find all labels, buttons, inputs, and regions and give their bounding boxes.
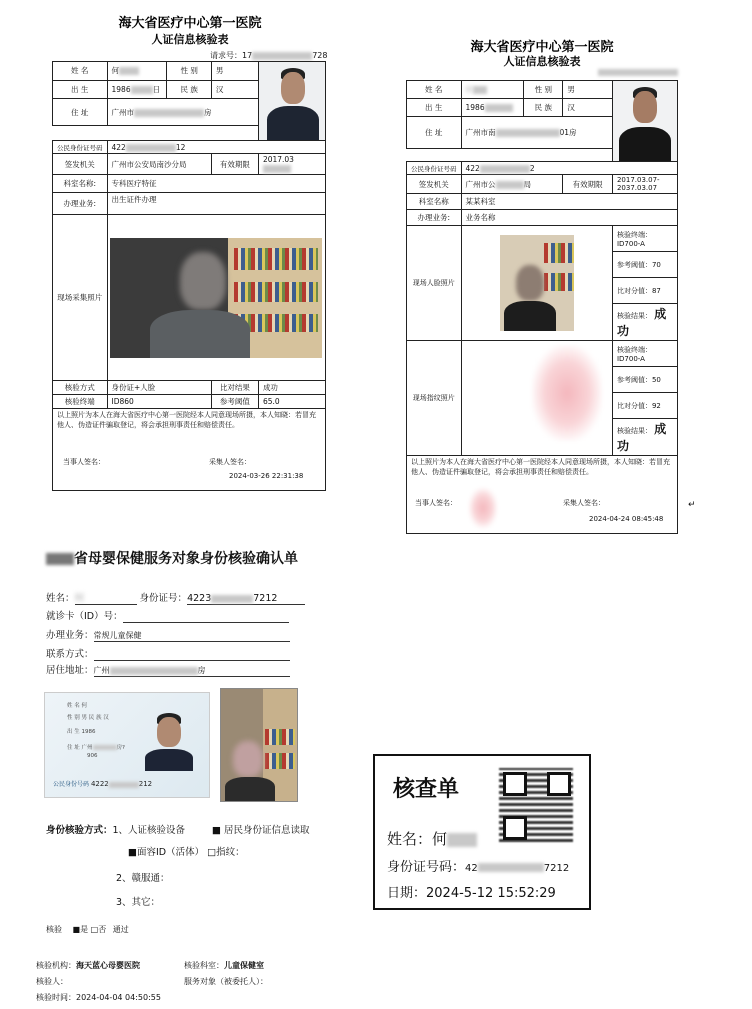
id-photo [258,62,325,141]
checkbox-checked-icon[interactable]: ■ [72,925,81,934]
verify-target: 服务对象（被委托人）： [184,977,268,986]
birth-label: 出 生 [53,80,108,99]
biz-label: 办理业务: [53,193,108,215]
form1-subtitle: 人证信息核验表 [151,33,229,46]
verify-dept: 核验科室：儿童保健室 [184,961,264,970]
form3-live-photo [220,688,298,802]
form2-notice-cell [407,456,678,534]
face-photo [461,226,612,341]
face-result: 成功 [616,307,667,338]
verify-method-row: 身份核验方式：1、人证核验设备 [46,825,186,836]
opt-face-id[interactable]: ■面容ID（活体） □指纹： [128,847,245,858]
form2-title: 海大省医疗中心第一医院 [470,40,614,55]
threshold-label: 参考阈值 [211,395,258,409]
photo-label: 现场采集照片 [53,215,108,381]
form1-datetime: 2024-03-26 22:31:38 [229,472,304,480]
fingerprint-image [461,341,612,456]
ethnic-value: 汉 [211,80,258,99]
check-slip-id: 身份证号码：42 7212 [387,860,570,875]
form3-name-row: 姓名：何 身份证号：4223 7212 [46,590,306,605]
id-photo [612,81,677,162]
collector-sign-label: 采集人签名： [563,499,605,507]
form1-request-no: 请求号：17 728 [210,51,328,60]
form1-notice-cell [53,409,326,491]
result-label: 比对结果 [211,381,258,395]
name-label: 姓 名 [53,62,108,81]
dept-label: 科室名称 [407,194,462,210]
form2-table: 姓 名 何 性 别 男 出 生 1986 民 族 汉 住 址 广州市南 01房 公民身份证号码 422 2 签发机关 广州市公 局 有效期限 2017.03.07-2037.03.07 科室名称 某某科室 办理业务: 业务名称 现场人脸照片 核验终端：ID700-A 参考阈值：70 比对分值：87 核验结果： 成功 现场指纹照片 核验终端：ID700-A 参考阈值：50 比对分值：92 核验结果： 成功 以上照片为本人在海大省医疗中心第一医院经本人同意现场所摄，本人知晓：若冒充他人、伪造证件骗取登记，将会承担刑事责任和赔偿责任。 当事人签名： 采集人签名： 2024-04-24 08:45:48 [406,80,678,534]
id-label: 公民身份证号码 [53,141,108,154]
issuer-value: 广州市公安局南沙分局 [107,154,211,175]
verify-person: 核验人： [36,977,68,986]
biz-value: 出生证件办理 [107,193,326,215]
sex-value: 男 [211,62,258,81]
verify-time: 核验时间：2024-04-04 04:50:55 [36,993,161,1002]
birth-label: 出 生 [407,99,462,117]
form3-biz-row: 办理业务：常规儿童保健 [46,627,290,642]
check-slip [373,754,591,910]
form3-address-row: 居住地址：广州 房 [46,662,290,677]
valid-value: 2017.03.07-2037.03.07 [612,175,677,194]
opt-gantong[interactable]: 2、赣服通： [116,873,170,884]
address-label: 住 址 [407,117,462,149]
biz-label: 办理业务: [407,210,462,226]
ethnic-label: 民 族 [167,80,212,99]
party-sign-label: 当事人签名： [415,499,457,507]
method-value: 身份证+人脸 [107,381,211,395]
opt-idcard-read[interactable]: ■ 居民身份证信息读取 [212,825,310,836]
dept-label: 科室名称: [53,175,108,193]
form2-datetime: 2024-04-24 08:45:48 [589,515,664,523]
form1-title: 海大省医疗中心第一医院 [118,16,262,31]
address-label: 住 址 [53,99,108,126]
return-mark: ↵ [688,500,696,510]
finger-label: 现场指纹照片 [407,341,462,456]
threshold-value: 65.0 [258,395,325,409]
sex-value: 男 [563,81,613,99]
sex-label: 性 别 [524,81,563,99]
biz-value: 业务名称 [461,210,678,226]
form3-contact-row: 联系方式： [46,646,290,661]
form3-title: 省母婴保健服务对象身份核验确认单 [46,548,298,568]
checkbox-checked-icon: ■ [212,825,221,836]
issuer-label: 签发机关 [53,154,108,175]
collector-sign-label: 采集人签名： [209,458,251,466]
checkbox-checked-icon: ■ [128,847,137,858]
ethnic-value: 汉 [563,99,613,117]
form2-subtitle: 人证信息核验表 [503,55,581,68]
live-photo [107,215,326,381]
check-slip-title: 核查单 [393,777,460,802]
form1-table: 姓 名 何 性 别 男 出 生 1986 日 民 族 汉 住 址 广州市 房 公民身份证号码 422 12 签发机关 广州市公安局南沙分局 有效期限 2017.03 科室名称: 专科医疗特征 办理业务: 出生证件办理 现场采集照片 核验方式 身份证+人脸 比对结果 成功 核验终端 ID860 参考阈值 65.0 以上照片为本人在海大省医疗中心第一医院经本人同意现场所摄，本人知晓：若冒充他人、伪造证件骗取登记，将会承担刑事责任和赔偿责任。 当事人签名： 采集人签名： 2024-03-26 22:31:38 [52,61,326,491]
terminal-value: ID860 [107,395,211,409]
checkbox-empty-icon[interactable]: □ [90,925,99,934]
check-slip-name: 姓名：何 [387,828,477,849]
id-card-image: 姓 名 何 性 别 男 民 族 汉 出 生 1986 住 址 广州 房? 906 公民身份号码 4222 212 [44,692,210,798]
terminal-label: 核验终端 [53,395,108,409]
checkbox-empty-icon: □ [207,847,217,858]
issuer-label: 签发机关 [407,175,462,194]
form2-notice: 以上照片为本人在海大省医疗中心第一医院经本人同意现场所摄，本人知晓：若冒充他人、伪造证件骗取登记，将会承担刑事责任和赔偿责任。 [411,458,670,476]
method-label: 核验方式 [53,381,108,395]
dept-value: 某某科室 [461,194,678,210]
check-slip-date: 日期：2024-5-12 15:52:29 [387,886,556,901]
valid-label: 有效期限 [563,175,613,194]
verify-result-row: 核验 ■是 □否 通过 [46,925,129,934]
face-label: 现场人脸照片 [407,226,462,341]
id-label: 公民身份证号码 [407,162,462,175]
dept-value: 专科医疗特征 [107,175,326,193]
name-label: 姓 名 [407,81,462,99]
party-sign-label: 当事人签名： [63,458,105,466]
name-value: 何 [111,66,119,76]
form2-request-masked [598,69,678,76]
sex-label: 性 别 [167,62,212,81]
ethnic-label: 民 族 [524,99,563,117]
result-value: 成功 [258,381,325,395]
form3-card-row: 就诊卡（ID）号： [46,608,289,623]
valid-label: 有效期限 [211,154,258,175]
opt-other[interactable]: 3、其它： [116,897,161,908]
fp-result: 成功 [616,422,667,453]
verify-org: 核验机构：海天蓝心母婴医院 [36,961,140,970]
form1-notice: 以上照片为本人在海大省医疗中心第一医院经本人同意现场所摄，本人知晓：若冒充他人、伪造证件骗取登记，将会承担刑事责任和赔偿责任。 [57,411,316,429]
